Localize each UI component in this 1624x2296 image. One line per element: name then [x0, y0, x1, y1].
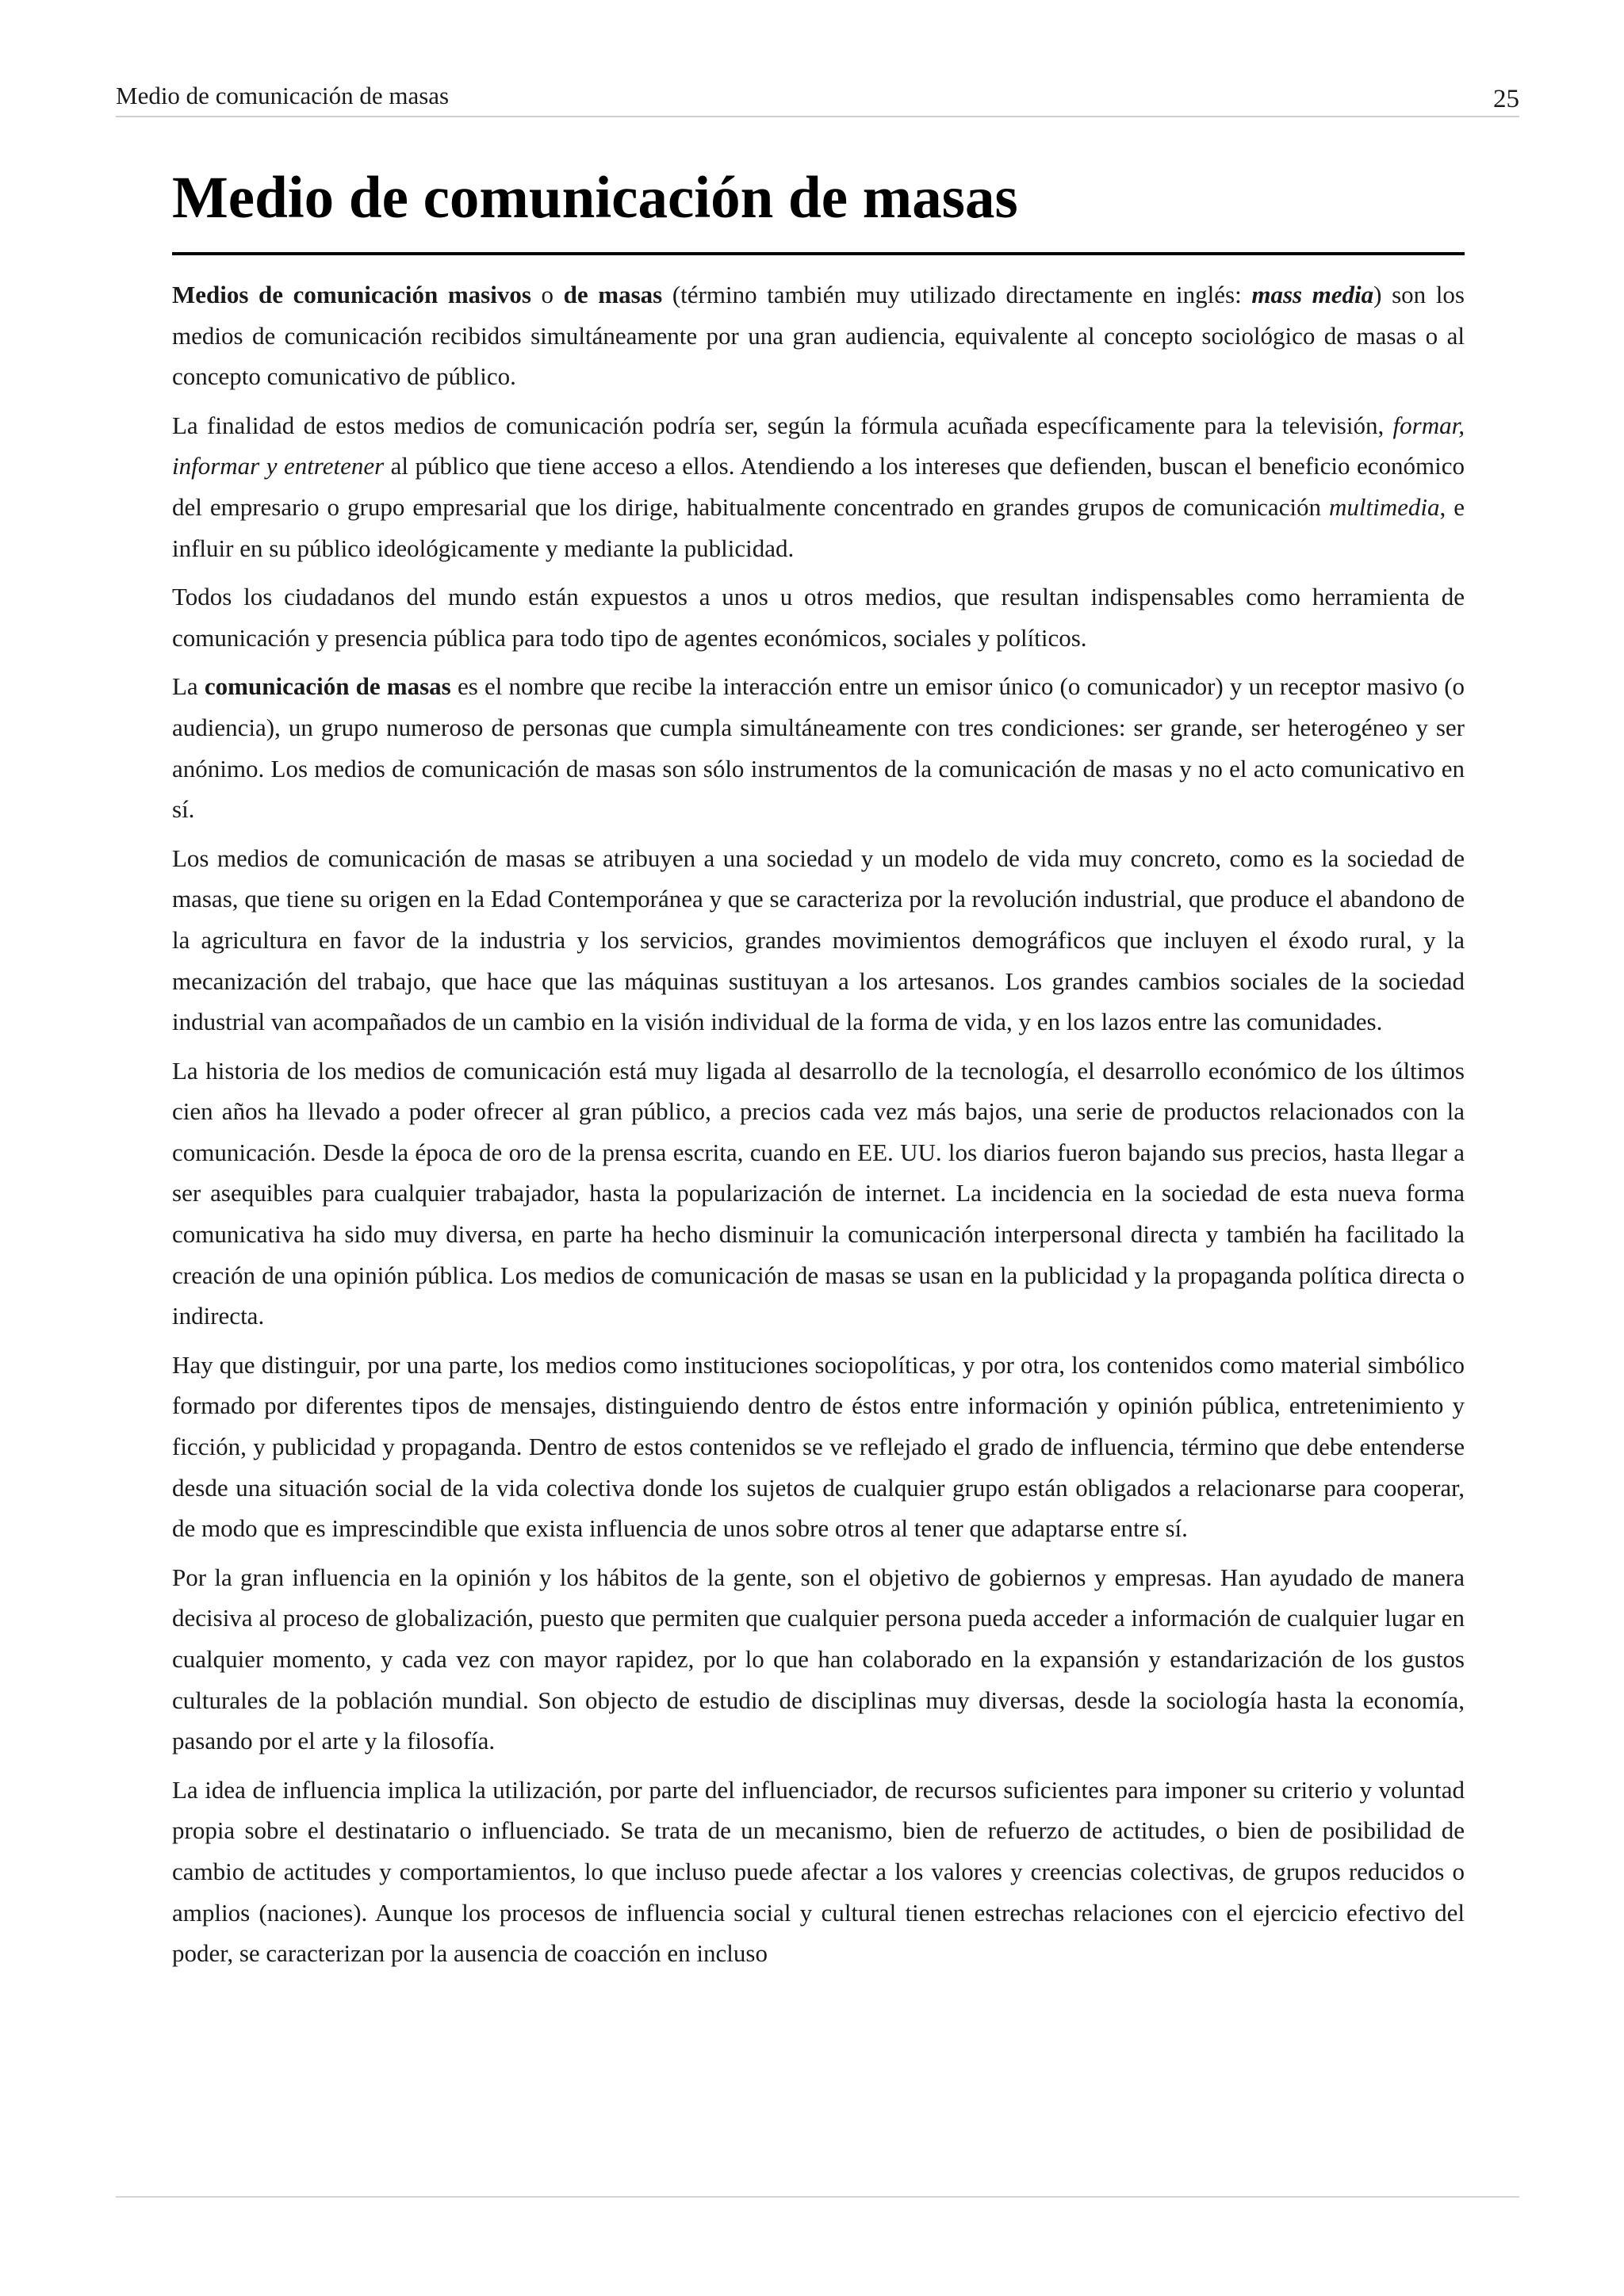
running-header — [116, 76, 1519, 117]
italic-term-multimedia: multimedia — [1329, 492, 1440, 521]
paragraph-7: Hay que distinguir, por una parte, los medios como instituciones sociopolíticas, y por otra, los contenidos como material simbólico formado por diferentes tipos de mensajes, distinguiendo dentro de éstos entre información y opinión pública, entretenimiento y ficción, y publicidad y propaganda. Dentro de estos contenidos se ve reflejado el grado de influencia, término que debe entenderse desde una situación social de la vida colectiva donde los sujetos de cualquier grupo están obligados a relacionarse para cooperar, de modo que es imprescindible que exista influencia de unos sobre otros al tener que adaptarse entre sí. — [172, 1350, 1465, 1543]
paragraph-2 — [172, 405, 1465, 568]
page-number: 25 — [1493, 85, 1519, 113]
bold-italic-term-mass-media — [1251, 281, 1373, 308]
paragraph-9: La idea de influencia implica la utilización, por parte del influenciador, de recursos suficientes para imponer su criterio y voluntad propia sobre el destinatario o influenciado. Se trata de un mecanismo, bien de refuerzo de actitudes, o bien de posibilidad de cambio de actitudes y comportamientos, lo que incluso puede afectar a los valores y creencias colectivas, de grupos reducidos o amplios (naciones). Aunque los procesos de influencia social y cultural tienen estrechas relaciones con el ejercicio efectivo del poder, se caracterizan por la ausencia de coacción en incluso — [172, 1775, 1465, 1968]
mass-media-term: mass media — [1251, 281, 1374, 308]
text-run: o — [530, 281, 564, 308]
paragraph-8: Por la gran influencia en la opinión y los hábitos de la gente, son el objetivo de gobiernos y empresas. Han ayudado de manera decisiva al proceso de globalización, puesto que permiten que cualquier persona pueda acceder a información de cualquier lugar en cualquier momento, y cada vez con mayor rapidez, por lo que han colaborado en la expansión y estandarización de los gustos culturales de la población mundial. Son objecto de estudio de disciplinas muy diversas, desde la sociología hasta la economía, pasando por el arte y la filosofía. — [172, 1563, 1465, 1755]
text-run: La finalidad de estos medios de comunicación podría ser, según la fórmula acuñada específicamente para la televisión, — [172, 411, 1393, 439]
italic-phrase-formar-informar: formar, informar y entretener — [172, 411, 1465, 480]
page-title: Medio de comunicación de masas — [172, 159, 1465, 255]
text-run: , e influir en su público ideológicamente y mediante la publicidad. — [172, 492, 1465, 562]
paragraph-1 — [172, 274, 1465, 397]
bold-term-de-masas: de masas — [563, 281, 663, 308]
paragraph-3: Todos los ciudadanos del mundo están expuestos a unos u otros medios, que resultan indispensables como herramienta de comunicación y presencia pública para todo tipo de agentes económicos, sociales y políticos. — [172, 583, 1465, 652]
bold-term-comunicacion-de-masas: comunicación de masas — [204, 672, 451, 701]
footer-divider — [116, 2196, 1519, 2198]
bold-term-medios-masivos: Medios de comunicación masivos — [172, 281, 531, 308]
article — [172, 159, 1465, 1982]
text-run: es el nombre que recibe la interacción entre un emisor único (o comunicador) y un receptor masivo (o audiencia), un grupo numeroso de personas que cumpla simultáneamente con tres condiciones: ser grande, ser heterogéneo y ser anónimo. Los medios de comunicación de masas son sólo instrumentos de la comunicación de masas y no el acto comunicativo en sí. — [172, 672, 1465, 824]
text-run: ) son los medios de comunicación recibidos simultáneamente por una gran audiencia, equivalente al concepto sociológico de masas o al concepto comunicativo de público. — [172, 281, 1465, 391]
paragraph-4 — [172, 666, 1465, 829]
text-run: La — [172, 672, 205, 701]
article-body — [172, 274, 1465, 1974]
text-run: al público que tiene acceso a ellos. Atendiendo a los intereses que defienden, buscan el beneficio económico del empresario o grupo empresarial que los dirige, habitualmente concentrado en grandes grupos de comunicación — [172, 452, 1465, 521]
text-run: (término también muy utilizado directamente en inglés: — [662, 281, 1252, 308]
paragraph-6: La historia de los medios de comunicación está muy ligada al desarrollo de la tecnología, el desarrollo económico de los últimos cien años ha llevado a poder ofrecer al gran público, a precios cada vez más bajos, una serie de productos relacionados con la comunicación. Desde la época de oro de la prensa escrita, cuando en EE. UU. los diarios fueron bajando sus precios, hasta llegar a ser asequibles para cualquier trabajador, hasta la popularización de internet. La incidencia en la sociedad de esta nueva forma comunicativa ha sido muy diversa, en parte ha hecho disminuir la comunicación interpersonal directa y también ha facilitado la creación de una opinión pública. Los medios de comunicación de masas se usan en la publicidad y la propaganda política directa o indirecta. — [172, 1056, 1465, 1330]
paragraph-5: Los medios de comunicación de masas se atribuyen a una sociedad y un modelo de vida muy concreto, como es la sociedad de masas, que tiene su origen en la Edad Contemporánea y que se caracteriza por la revolución industrial, que produce el abandono de la agricultura en favor de la industria y los servicios, grandes movimientos demográficos que incluyen el éxodo rural, y la mecanización del trabajo, que hace que las máquinas sustituyan a los artesanos. Los grandes cambios sociales de la sociedad industrial van acompañados de un cambio en la visión individual de la forma de vida, y en los lazos entre las comunidades. — [172, 844, 1465, 1036]
running-header-title: Medio de comunicación de masas — [116, 82, 450, 109]
